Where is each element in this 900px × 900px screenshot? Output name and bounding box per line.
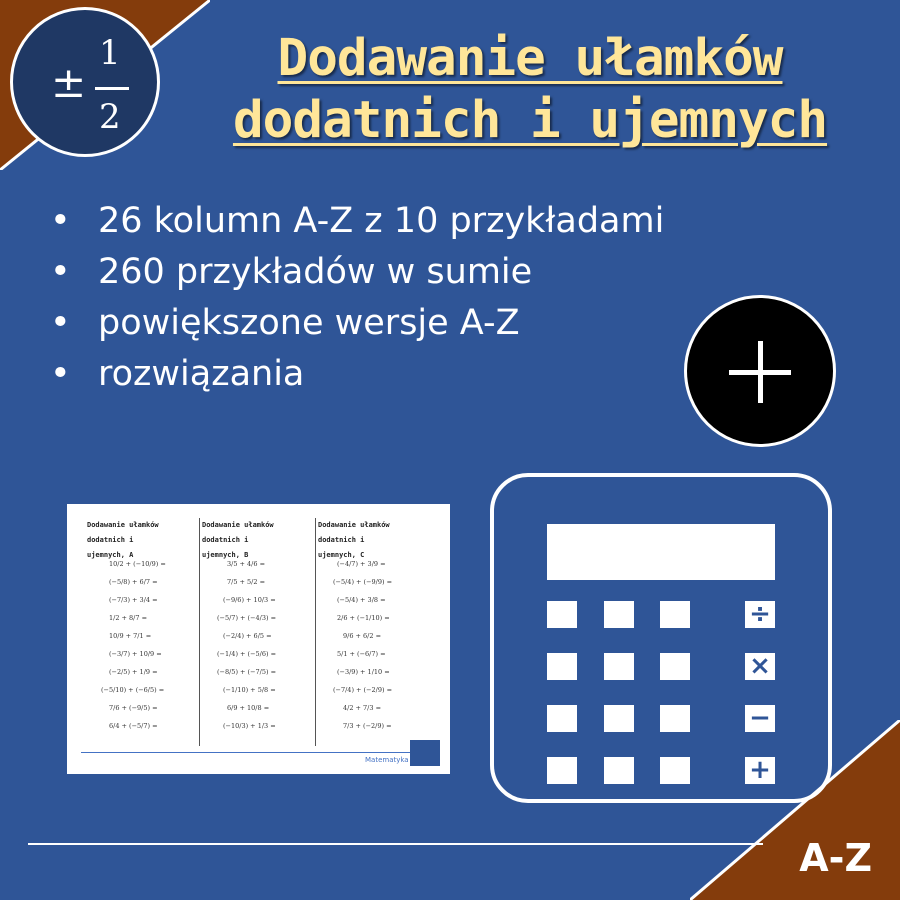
fraction-badge: [10, 7, 160, 157]
worksheet-example: (−1/4) + (−5/6) =: [217, 650, 277, 658]
plus-minus-sign: ±: [51, 58, 87, 107]
feature-item: • powiększone wersje A-Z: [50, 298, 670, 349]
calculator-key: [547, 757, 577, 784]
calculator-key: [547, 601, 577, 628]
worksheet-column-b: [202, 518, 314, 563]
worksheet-example: (−5/4) + 3/8 =: [337, 596, 386, 604]
worksheet-column-subtitle: ujemnych, B: [202, 551, 249, 559]
worksheet-column-subtitle: ujemnych, A: [87, 551, 134, 559]
worksheet-example: (−5/8) + 6/7 =: [109, 578, 158, 586]
calculator-key: [547, 653, 577, 680]
calculator-screen: [547, 524, 775, 580]
bottom-divider: [28, 843, 763, 845]
worksheet-column-title: Dodawanie ułamków dodatnich i: [202, 521, 274, 544]
feature-list: [50, 196, 670, 400]
worksheet-footer-line: [81, 752, 411, 753]
multiply-key: ×: [745, 653, 775, 680]
calculator-key: [660, 601, 690, 628]
calculator-key: [604, 601, 634, 628]
worksheet-example: 7/6 + (−9/5) =: [109, 704, 158, 712]
worksheet-example: (−4/7) + 3/9 =: [337, 560, 386, 568]
worksheet-example: (−2/5) + 1/9 =: [109, 668, 158, 676]
worksheet-example: (−10/3) + 1/3 =: [223, 722, 276, 730]
fraction-numerator: 1: [99, 33, 121, 73]
divide-key: ÷: [745, 601, 775, 628]
worksheet-example: 1/2 + 8/7 =: [109, 614, 148, 622]
worksheet-column-title: Dodawanie ułamków dodatnich i: [87, 521, 159, 544]
column-divider: [315, 518, 316, 746]
worksheet-example: (−8/5) + (−7/5) =: [217, 668, 277, 676]
minus-key: −: [745, 705, 775, 732]
worksheet-example: (−5/10) + (−6/5) =: [101, 686, 165, 694]
calculator-key: [604, 757, 634, 784]
worksheet-example: (−5/4) + (−9/9) =: [333, 578, 393, 586]
worksheet-example: (−3/7) + 10/9 =: [109, 650, 162, 658]
worksheet-column-subtitle: ujemnych, C: [318, 551, 365, 559]
worksheet-example: 5/1 + (−6/7) =: [337, 650, 386, 658]
worksheet-example: (−1/10) + 5/8 =: [223, 686, 276, 694]
plus-key: +: [745, 757, 775, 784]
calculator-key: [547, 705, 577, 732]
worksheet-example: 9/6 + 6/2 =: [343, 632, 382, 640]
calculator-key: [660, 705, 690, 732]
worksheet-example: (−2/4) + 6/5 =: [223, 632, 272, 640]
worksheet-column-a: [87, 518, 199, 563]
feature-item: • rozwiązania: [50, 349, 670, 400]
calculator-key: [604, 653, 634, 680]
calculator-key: [660, 757, 690, 784]
worksheet-example: 10/9 + 7/1 =: [109, 632, 152, 640]
worksheet-example: (−3/9) + 1/10 =: [337, 668, 390, 676]
worksheet-preview: [67, 504, 450, 774]
calculator-key: [604, 705, 634, 732]
worksheet-footer-text: Matematyka: [365, 756, 409, 764]
worksheet-example: (−7/3) + 3/4 =: [109, 596, 158, 604]
fraction-denominator: 2: [99, 97, 121, 137]
worksheet-example: 7/5 + 5/2 =: [227, 578, 266, 586]
worksheet-example: 3/5 + 4/6 =: [227, 560, 266, 568]
title-line-1: Dodawanie ułamków: [277, 29, 783, 88]
worksheet-example: 7/3 + (−2/9) =: [343, 722, 392, 730]
worksheet-example: 10/2 + (−10/9) =: [109, 560, 166, 568]
worksheet-example: (−5/7) + (−4/3) =: [217, 614, 277, 622]
worksheet-example: (−9/6) + 10/3 =: [223, 596, 276, 604]
worksheet-column-title: Dodawanie ułamków dodatnich i: [318, 521, 390, 544]
worksheet-example: 6/4 + (−5/7) =: [109, 722, 158, 730]
worksheet-example: 4/2 + 7/3 =: [343, 704, 382, 712]
calculator-key: [660, 653, 690, 680]
worksheet-column-c: [318, 518, 430, 563]
page-title: [215, 28, 845, 152]
calculator-icon: [490, 473, 832, 803]
corner-label: A-Z: [799, 836, 872, 880]
feature-item: • 260 przykładów w sumie: [50, 247, 670, 298]
feature-item: • 26 kolumn A-Z z 10 przykładami: [50, 196, 670, 247]
calculator-icon: [410, 740, 440, 766]
fraction-bar: [95, 87, 129, 90]
plus-icon: [684, 295, 836, 447]
column-divider: [199, 518, 200, 746]
worksheet-example: (−7/4) + (−2/9) =: [333, 686, 393, 694]
worksheet-example: 6/9 + 10/8 =: [227, 704, 270, 712]
worksheet-example: 2/6 + (−1/10) =: [337, 614, 390, 622]
title-line-2: dodatnich i ujemnych: [232, 91, 828, 150]
